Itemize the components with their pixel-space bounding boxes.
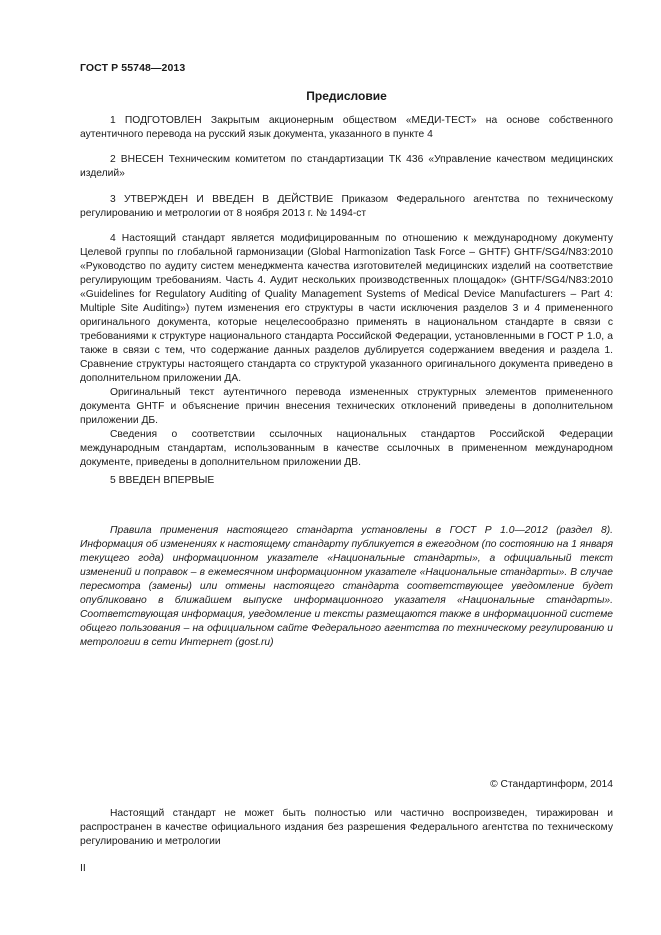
preface-item-5 xyxy=(80,474,613,488)
preface-item-1-text: 1 ПОДГОТОВЛЕН Закрытым акционерным обществом «МЕДИ-ТЕСТ» на основе собственного аутентичного перевода на русский язык документа, указанного в пункте 4 xyxy=(80,115,613,140)
preface-item-4-para-3: Сведения о соответствии ссылочных национальных стандартов Российской Федерации международным стандартам, использованным в качестве ссылочных в примененном международном документе, приведены в дополнительном приложении ДВ. xyxy=(80,429,613,468)
preface-item-2 xyxy=(80,153,613,181)
preface-item-3-text: 3 УТВЕРЖДЕН И ВВЕДЕН В ДЕЙСТВИЕ Приказом Федерального агентства по техническому регулированию и метрологии от 8 ноября 2013 г. № 1494-ст xyxy=(80,194,613,219)
standard-id: ГОСТ Р 55748—2013 xyxy=(80,62,186,74)
preface-item-4-para-1: 4 Настоящий стандарт является модифицированным по отношению к международному документу Целевой группы по глобальной гармонизации (Global Harmonization Task Force – GHTF) GHTF/SG4/N83:2010 «Руководство по аудиту систем менеджмента качества изготовителей медицинских изделий на соответствие регулирующим требованиям. Часть 4. Аудит нескольких производственных площадок» (GHTF/SG4/N83:2010 «Guidelines for Regulatory Auditing of Quality Management Systems of Medical Device Manufacturers – Part 4: Multiple Site Auditing») путем изменения его структуры в части исключения разделов 3 и 4 примененного оригинального документа, которые нецелесообразно применять в национальном стандарте в связи с требованиями к структуре национального стандарта Российской Федерации, установленными в ГОСТ Р 1.0, а также в связи с тем, что содержание данных разделов дублируется содержанием введения и раздела 1. Сравнение структуры настоящего стандарта со структурой указанного оригинального документа приведено в дополнительном приложении ДА. xyxy=(80,233,613,384)
preface-item-4-para-2: Оригинальный текст аутентичного перевода измененных структурных элементов примененного документа GHTF и объяснение причин внесения технических отклонений приведены в дополнительном приложении ДБ. xyxy=(80,387,613,426)
application-notice xyxy=(80,524,613,650)
copyright: © Стандартинформ, 2014 xyxy=(490,779,613,790)
application-notice-text: Правила применения настоящего стандарта установлены в ГОСТ Р 1.0—2012 (раздел 8). Информация об изменениях к настоящему стандарту публикуется в ежегодном (по состоянию на 1 января текущего года) информационном указателе «Национальные стандарты», а официальный текст изменений и поправок – в ежемесячном информационном указателе «Национальные стандарты». В случае пересмотра (замены) или отмены настоящего стандарта соответствующее уведомление будет опубликовано в ближайшем выпуске информационного указателя «Национальные стандарты». Соответствующая информация, уведомление и тексты размещаются также в информационной системе общего пользования – на официальном сайте Федерального агентства по техническому регулированию и метрологии в сети Интернет (gost.ru) xyxy=(80,525,613,648)
reproduction-notice-text: Настоящий стандарт не может быть полностью или частично воспроизведен, тиражирован и распространен в качестве официального издания без разрешения Федерального агентства по техническому регулированию и метрологии xyxy=(80,808,613,847)
preface-item-3 xyxy=(80,193,613,221)
preface-item-2-text: 2 ВНЕСЕН Техническим комитетом по стандартизации ТК 436 «Управление качеством медицинских изделий» xyxy=(80,154,613,179)
preface-item-1 xyxy=(80,114,613,142)
section-title: Предисловие xyxy=(306,89,387,103)
preface-item-5-text: 5 ВВЕДЕН ВПЕРВЫЕ xyxy=(110,475,215,486)
preface-item-4 xyxy=(80,232,613,470)
reproduction-notice xyxy=(80,807,613,849)
page-number: II xyxy=(80,862,86,874)
